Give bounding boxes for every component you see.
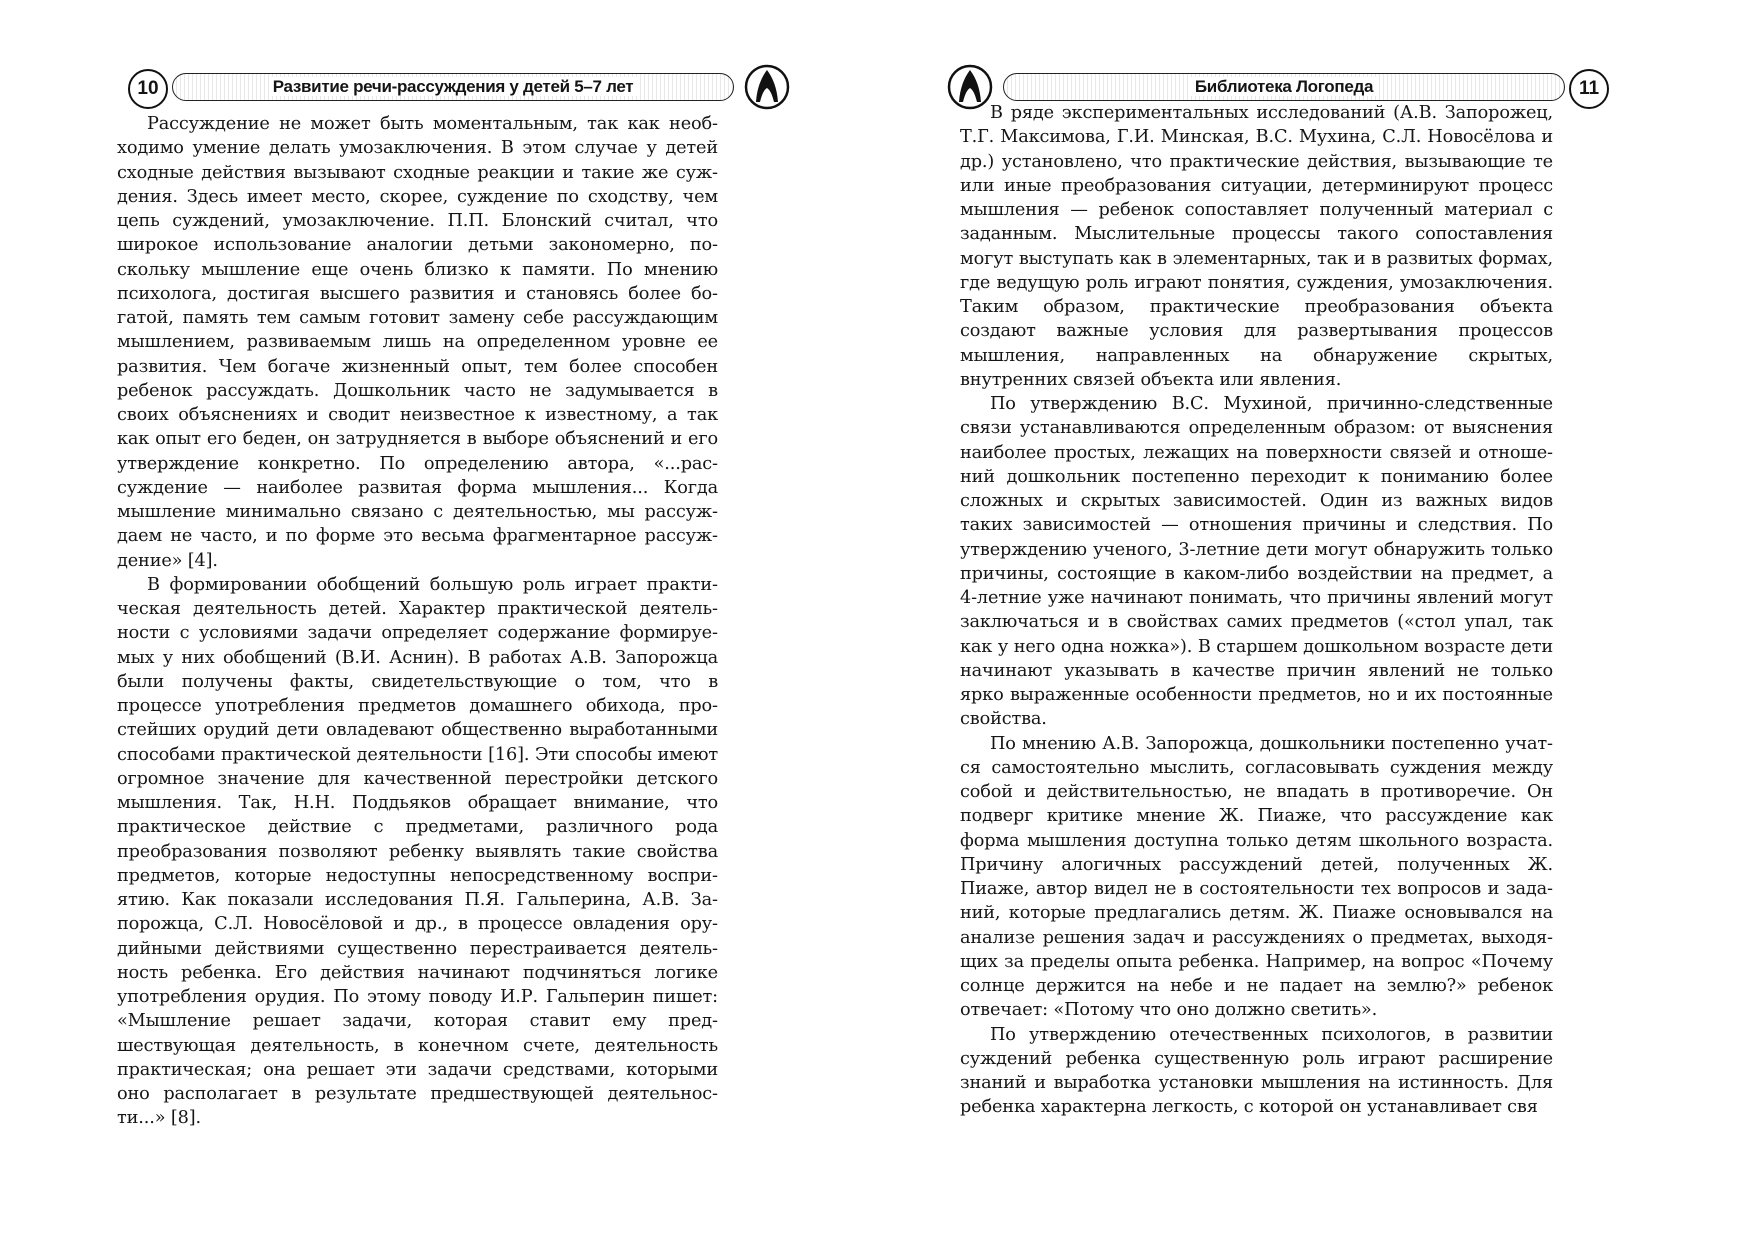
page-number: 11 <box>1569 69 1609 109</box>
paragraph: По мнению А.В. Запорожца, дошкольники постепенно учатся самостоятельно мыслить, согласовывать суждения между собой и действительностью, не впадать в противоречие. Он подверг критике мнение Ж. Пиаже, что рассуждение как форма мышления доступна только детям школьного возраста. Причину алогичных рассуждений детей, полученных Ж. Пиаже, автор видел не в состоятельности тех вопросов и заданий, которые предлагались детям. Ж. Пиаже основывался на анализе решения задач и рассуждениях о предметах, выходящих за пределы опыта ребенка. Например, на вопрос «Почему солнце держится на небе и не падает на землю?» ребенок отвечает: «Потому что оно должно светить». <box>960 733 1553 1021</box>
running-title <box>172 73 734 101</box>
speech-logo-icon <box>744 64 790 110</box>
left-page-header <box>128 64 790 112</box>
body-text <box>117 112 718 1131</box>
running-title <box>1003 73 1565 101</box>
paragraph: По утверждению отечественных психологов, в развитии суждений ребенка существенную роль играют расширение знаний и выработка установки мышления на истинность. Для ребенка характерна легкость, с которой он устанавливает свя <box>960 1024 1553 1118</box>
right-page <box>877 0 1754 1240</box>
paragraph: По утверждению В.С. Мухиной, причинно-следственные связи устанавливаются определенным образом: от выяснения наиболее простых, лежащих на поверхности связей и отношений дошкольник постепенно переходит к пониманию более сложных и скрытых зависимостей. Один из важных видов таких зависимостей — отношения причины и следствия. По утверждению ученого, 3-летние дети могут обнаружить только причины, состоящие в каком-либо воздействии на предмет, а 4-летние уже начинают понимать, что причины явлений могут заключаться и в свойствах самих предметов («стол упал, так как у него одна ножка»). В старшем дошкольном возрасте дети начинают указывать в качестве причин явлений не только ярко выраженные особенности предметов, но и их постоянные свойства. <box>960 394 1553 730</box>
body-text <box>960 101 1553 1120</box>
paragraph: Рассуждение не может быть моментальным, так как необходимо умение делать умозаключения. В этом случае у детей сходные действия вызывают сходные реакции и такие же суждения. Здесь имеет место, скорее, суждение по сходству, чем цепь суждений, умозаключение. П.П. Блонский считал, что широкое использование аналогии детьми закономерно, поскольку мышление еще очень близко к памяти. По мнению психолога, достигая высшего развития и становясь более богатой, память тем самым готовит замену себе рассуждающим мышлением, развиваемым лишь на определенном уровне ее развития. Чем богаче жизненный опыт, тем более способен ребенок рассуждать. Дошкольник часто не задумывается в своих объяснениях и сводит неизвестное к известному, а так как опыт его беден, он затрудняется в выборе объяснений и его утверждение конкретно. По определению автора, «...рассуждение — наиболее развитая форма мышления... Когда мышление минимально связано с деятельностью, мы рассуждаем не часто, и по форме это весьма фрагментарное рассуждение» [4]. <box>117 114 718 571</box>
paragraph: В ряде экспериментальных исследований (А.В. Запорожец, Т.Г. Максимова, Г.И. Минская, В.С. Мухина, С.Л. Новосёлова и др.) установлено, что практические действия, вызывающие те или иные преобразования ситуации, детерминируют процесс мышления — ребенок сопоставляет полученный материал с заданным. Мыслительные процессы такого сопоставления могут выступать как в элементарных, так и в развитых формах, где ведущую роль играют понятия, суждения, умозаключения. Таким образом, практические преобразования объекта создают важные условия для развертывания процессов мышления, направленных на обнаружение скрытых, внутренних связей объекта или явления. <box>960 103 1553 390</box>
running-title-text: Развитие речи-рассуждения у детей 5–7 лет <box>269 77 638 96</box>
paragraph: В формировании обобщений большую роль играет практическая деятельность детей. Характер практической деятельности с условиями задачи определяет содержание формируемых у них обобщений (В.И. Аснин). В работах А.В. Запорожца были получены факты, свидетельствующие о том, что в процессе употребления предметов домашнего обихода, простейших орудий дети овладевают общественно выработанными способами практической деятельности [16]. Эти способы имеют огромное значение для качественной перестройки детского мышления. Так, Н.Н. Поддьяков обращает внимание, что практическое действие с предметами, различного рода преобразования позволяют ребенку выявлять такие свойства предметов, которые недоступны непосредственному восприятию. Как показали исследования П.Я. Гальперина, А.В. Запорожца, С.Л. Новосёловой и др., в процессе овладения орудийными действиями существенно перестраивается деятельность ребенка. Его действия начинают подчиняться логике употребления орудия. По этому поводу И.Р. Гальперин пишет: «Мышление решает задачи, которая ставит ему предшествующая деятельность, в конечном счете, деятельность практическая; она решает эти задачи средствами, которыми оно располагает в результате предшествующей деятельности...» [8]. <box>117 574 718 1129</box>
page-number: 10 <box>128 69 168 109</box>
running-title-text: Библиотека Логопеда <box>1191 77 1377 96</box>
